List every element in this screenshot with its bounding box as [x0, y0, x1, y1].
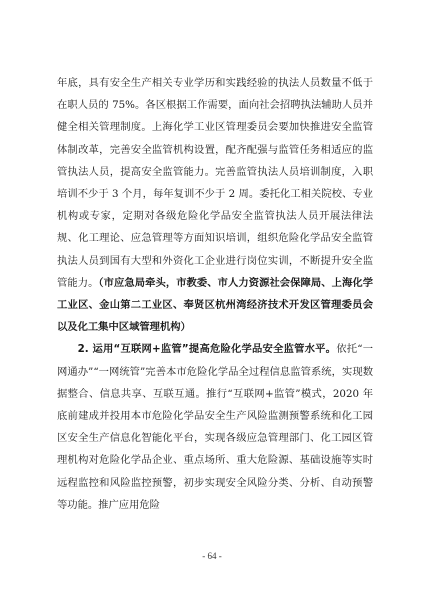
- responsible-departments: （市应急局牵头，市教委、市人力资源社会保障局、上海化学工业区、金山第二工业区、奉贤区杭州湾经济技术开发区管理委员会以及化工集中区域管理机构）: [57, 276, 373, 334]
- page-number: - 64 -: [202, 551, 222, 561]
- paragraph-2-text: 依托“一网通办”“一网统管”完善本市危险化学品全过程信息监管系统，实现数据整合、信息共享、互联互通。推行“互联网+监管”模式，2020 年底前建成并投用本市危险化学品安全生产风险监测预警系统和化工园区安全生产信息化智能化平台，实现各级应急管理部门、化工园区管理机构对危险化学品企业、重点场所、重大危险源、基础设施等实时远程监控和风险监控预警，初步实现安全风险分类、分析、自动预警等功能。推广应用危险: [57, 343, 374, 511]
- paragraph-1: [57, 72, 373, 338]
- body-text: [57, 72, 373, 516]
- paragraph-2: [57, 338, 373, 516]
- paragraph-1-text: 年底，具有安全生产相关专业学历和实践经验的执法人员数量不低于在职人员的 75%。各区根据工作需要，面向社会招聘执法辅助人员并健全相关管理制度。上海化学工业区管理委员会要加快推进安全监管体制改革，完善安全监管机构设置，配齐配强与监管任务相适应的监管执法人员，提高安全监管能力。完善监管执法人员培训制度，入职培训不少于 3 个月，每年复训不少于 2 周。委托化工相关院校、专业机构或专家，定期对各级危险化学品安全监管执法人员开展法律法规、化工理论、应急管理等方面知识培训，组织危险化学品安全监管执法人员到国有大型和外资化工企业进行岗位实训，不断提升安全监管能力。: [57, 77, 373, 289]
- section-heading: 2. 运用“互联网+监管”提高危险化学品安全监管水平。: [77, 343, 337, 356]
